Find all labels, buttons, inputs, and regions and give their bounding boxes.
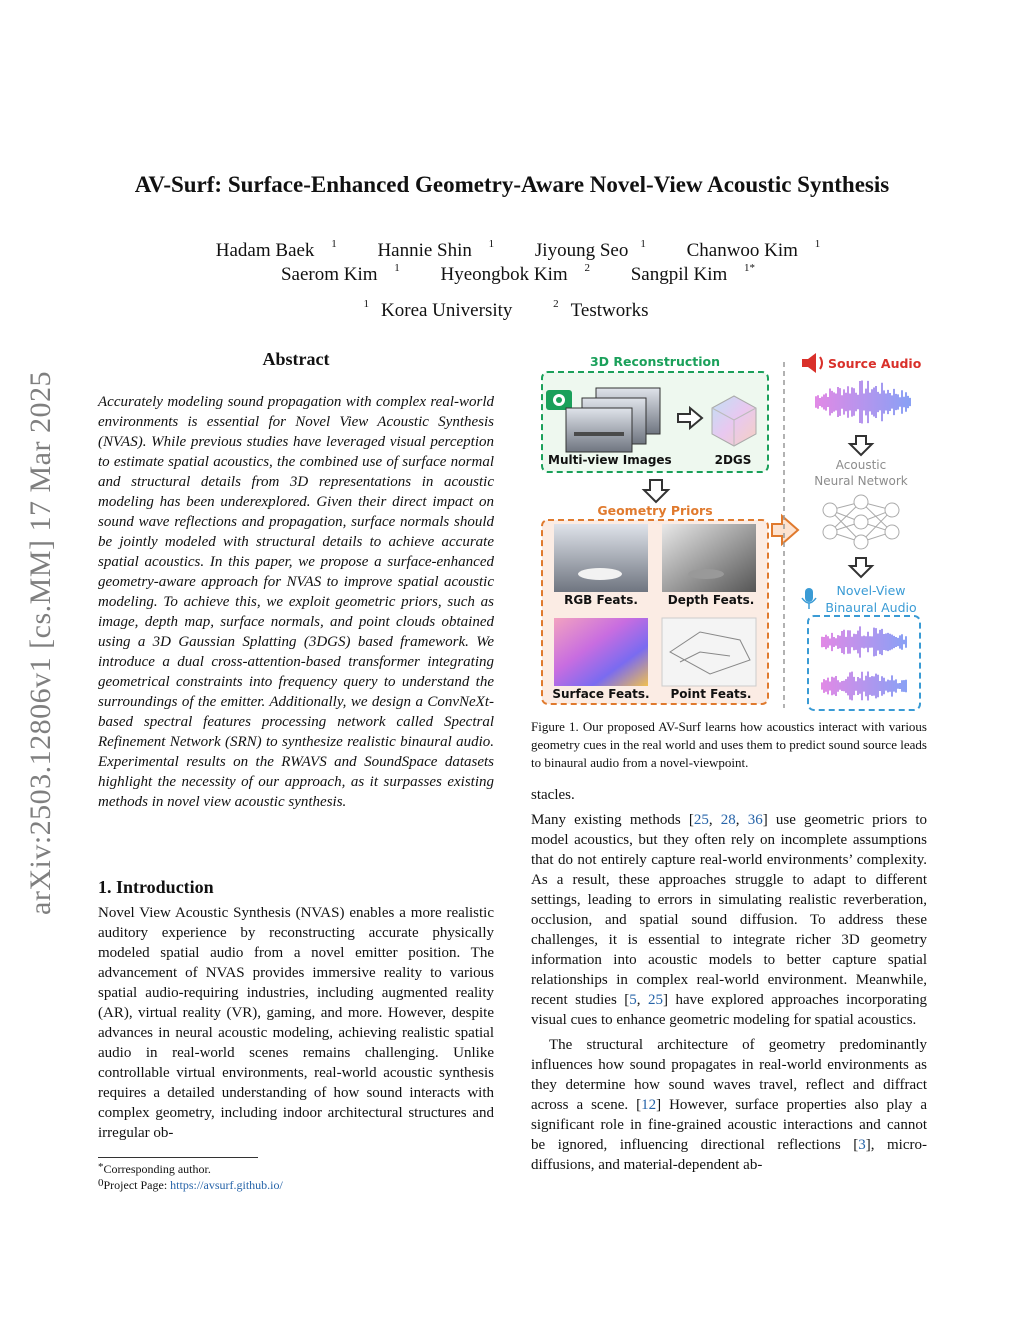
paragraph (531, 1035, 927, 1175)
affiliation-name: Testworks (570, 300, 649, 321)
text-run: ], micro-diffusions, and material-dependent ab- (531, 1137, 927, 1173)
text-run: ] However, surface properties also play a significant role in fine-grained acoustic interactions and cannot be ignored, influencing directional reflections [ (531, 1097, 928, 1153)
text-run: , (735, 812, 748, 828)
footnote-mark: * (98, 1161, 104, 1173)
recon-label: 3D Reconstruction (589, 354, 721, 369)
novel-label-2: Binaural Audio (825, 600, 917, 615)
novel-label-1: Novel-View (836, 583, 906, 598)
author-name: Hannie Shin (377, 240, 472, 261)
camera-icon (546, 390, 572, 410)
footnote-mark: 0 (98, 1177, 104, 1189)
footnotes (98, 1157, 494, 1193)
depth-table (688, 569, 724, 579)
point-thumbnail (662, 618, 756, 686)
arxiv-id: arXiv:2503.12806v1 [cs.MM] 17 Mar 2025 (24, 370, 57, 915)
paper-title: AV-Surf: Surface-Enhanced Geometry-Aware Novel-View Acoustic Synthesis (134, 172, 890, 197)
intro-body: Novel View Acoustic Synthesis (NVAS) enables a more realistic auditory experience by reconstructing accurate physically modeled spatial audio from a novel emitter position. The advancement of NVAS provides immersive reality to various spatial audio-requiring industries, including augmented reality (AR), virtual reality (VR), gaming, and more. However, despite advances in neural acoustic modeling, achieving realistic spatial audio in real-world scenes remains challenging. Unlike controllable virtual environments, real-world acoustic synthesis requires a detailed understanding of how sound interacts with complex geometry, including indoor architectural structures and irregular ob- (98, 905, 494, 1141)
affiliation-name: Korea University (381, 300, 513, 321)
neural-network-icon (823, 495, 899, 549)
author-name: Hyeongbok Kim (440, 264, 568, 285)
footnote-text: Corresponding author. (103, 1162, 211, 1176)
project-page-link[interactable]: https://avsurf.github.io/ (170, 1178, 283, 1192)
down-arrow-icon (850, 558, 872, 577)
depth-thumbnail (662, 524, 756, 592)
affiliation-mark: 2 (553, 298, 559, 310)
text-run: ] have explored approaches incorporating visual cues to enhance geometric modeling for spatial acoustics. (531, 992, 927, 1028)
intro-heading: 1. Introduction (98, 877, 214, 897)
dgs-label: 2DGS (714, 453, 752, 467)
acoustic-label-2: Neural Network (814, 474, 908, 488)
author-name: Sangpil Kim (630, 264, 728, 285)
author-mark: 2 (584, 262, 590, 274)
surface-label: Surface Feats. (552, 687, 650, 701)
text-run: , (636, 992, 648, 1008)
figure-1 (540, 352, 930, 712)
down-arrow-icon (644, 480, 668, 502)
author-name: Hadam Baek (215, 240, 315, 261)
affiliation (553, 300, 660, 321)
author-mark: 1 (640, 238, 646, 250)
continued-word: stacles. (531, 787, 575, 803)
rgb-thumbnail (554, 524, 648, 592)
author (365, 240, 494, 261)
speaker-icon (802, 353, 822, 373)
author-mark: 1 (331, 238, 337, 250)
depth-label: Depth Feats. (667, 593, 755, 607)
surface-thumbnail (554, 618, 648, 686)
footnote-project (98, 1177, 494, 1193)
binaural-box (808, 616, 920, 710)
author (619, 264, 755, 285)
author-name: Jiyoung Seo (534, 240, 629, 261)
right-column (531, 785, 927, 1175)
author (675, 240, 821, 261)
microphone-icon (802, 588, 816, 609)
arxiv-stamp (20, 345, 62, 940)
citation-link[interactable]: 12 (641, 1097, 657, 1113)
author-mark: 1 (814, 238, 821, 250)
down-arrow-icon (850, 436, 872, 455)
author (204, 240, 337, 261)
citation-link[interactable]: 25 (648, 992, 663, 1008)
author (429, 264, 590, 285)
acoustic-label-1: Acoustic (835, 458, 887, 472)
footnote-rule (98, 1157, 258, 1158)
citation-link[interactable]: 3 (858, 1137, 866, 1153)
paragraph (531, 810, 927, 1030)
citation-link[interactable]: 25 (693, 812, 709, 828)
rgb-label: RGB Feats. (564, 593, 638, 607)
text-run: ] use geometric priors to model acoustics, but they often rely on incomplete assumptions that do not entirely capture real-world environments’ complexity. As a result, these approaches struggle to adapt to different settings, leading to errors in simulating realistic reverberation, occlusion, and spatial sound diffusion. To address these challenges, it is essential to integrate richer 3D geometry information into acoustic models to better capture spatial relationships in complex real-world environment. Meanwhile, recent studies [ (531, 812, 927, 1008)
source-waveform (816, 381, 910, 424)
priors-arrow-icon (772, 516, 798, 544)
citation-link[interactable]: 36 (747, 812, 763, 828)
author-mark: 1 (394, 262, 400, 274)
affiliations (60, 300, 964, 322)
point-label: Point Feats. (670, 687, 752, 701)
rgb-table (578, 568, 622, 580)
citation-link[interactable]: 5 (629, 992, 637, 1008)
text-run: Many existing methods [ (531, 812, 694, 828)
abstract-heading: Abstract (262, 349, 330, 369)
source-audio-label: Source Audio (828, 356, 922, 371)
author-name: Chanwoo Kim (686, 240, 798, 261)
author-mark: 1* (744, 262, 756, 274)
citation-link[interactable]: 28 (720, 812, 736, 828)
affiliation-mark: 1 (363, 298, 370, 310)
author (523, 240, 646, 261)
footnote-corresponding (98, 1161, 494, 1177)
affiliation (364, 300, 525, 321)
author-line-1 (60, 240, 964, 262)
author-mark: 1 (488, 238, 495, 250)
text-run: The structural architecture of geometry predominantly influences how sound propagates in real-world environments as they determine how sound waves travel, reflect and diffract across a scene. [ (531, 1037, 927, 1113)
author-name: Saerom Kim (280, 264, 378, 285)
priors-label: Geometry Priors (597, 503, 713, 518)
abstract-body: Accurately modeling sound propagation with complex real-world environments is essential for Novel View Acoustic Synthesis (NVAS). While previous studies have leveraged visual perception to estimate spatial acoustics, the combined use of surface normal and structural details from 3D representations in acoustic modeling has been underexplored. Given their direct impact on sound wave reflections and propagation, surface normals should be jointly modeled with structural details to achieve accurate spatial acoustics. In this paper, we propose a surface-enhanced geometry-aware approach for NVAS to improve spatial acoustic modeling. To achieve this, we exploit geometric priors, such as image, depth map, surface normals, and point clouds obtained using a 3D Gaussian Splatting (3DGS) based framework. We introduce a dual cross-attention-based transformer integrating geometrical constraints into frequency query to understand the surroundings of the emitter. Additionally, we design a ConvNeXt-based spectral features processing network called Spectral Refinement Network (SRN) to synthesize realistic binaural audio. Experimental results on the RWAVS and SoundSpace datasets highlight the necessity of our approach, as it surpasses existing methods in novel view acoustic synthesis. (98, 394, 494, 810)
figure-caption: Figure 1. Our proposed AV-Surf learns how acoustics interact with various geometry cues in the real world and uses them to predict sound source leads to binaural audio from a novel-viewpoint. (531, 719, 927, 770)
author-line-2 (60, 264, 964, 286)
multiview-label: Multi-view Images (548, 453, 672, 467)
footnote-text: Project Page: (103, 1178, 171, 1192)
author (269, 264, 400, 285)
text-run: , (708, 812, 721, 828)
